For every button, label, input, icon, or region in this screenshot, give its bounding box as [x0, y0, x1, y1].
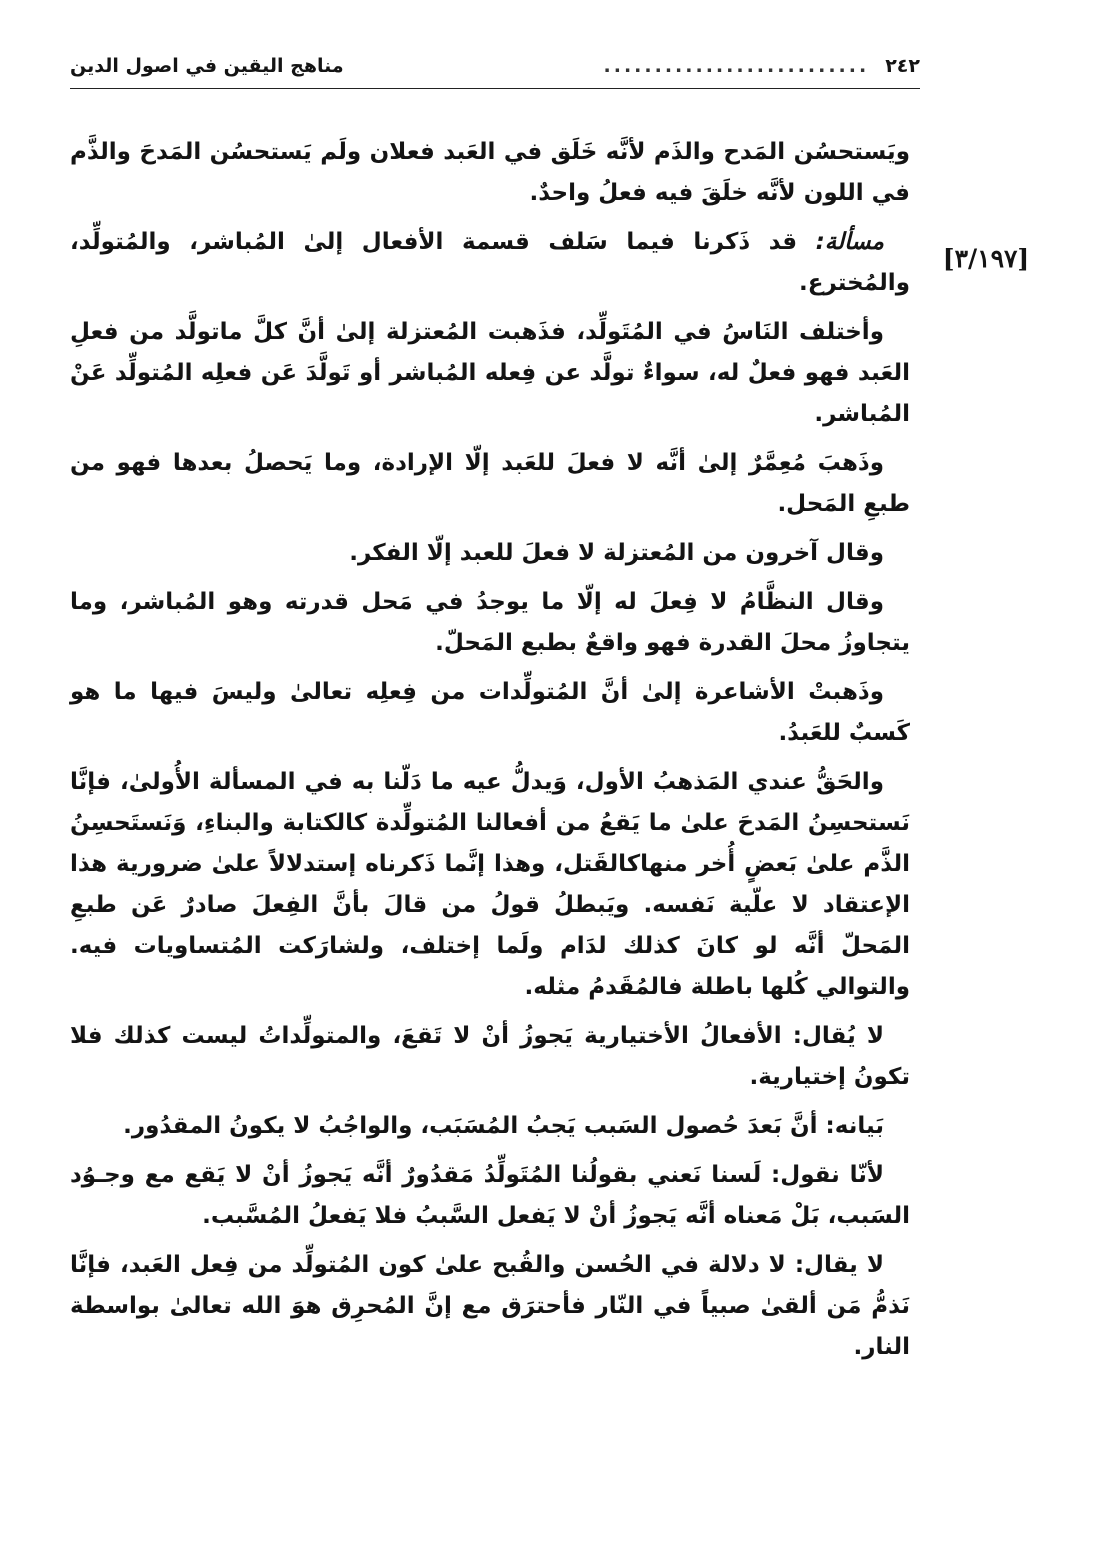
page-number: ٢٤٢ [885, 55, 920, 77]
paragraph: وذَهبتْ الأشاعرة إلىٰ أنَّ المُتولِّدات من فِعلِه تعالىٰ وليسَ فيها ما هو كَسبٌ للعَبدُ. [70, 679, 910, 746]
leader-dots: .......................... [603, 55, 870, 77]
paragraph: وقال آخرون من المُعتزلة لا فعلَ للعبد إلّا الفكر. [349, 540, 884, 566]
paragraph: والحَقُّ عندي المَذهبُ الأول، وَيدلُّ عيه ما دَلّنا به في المسألة الأُولىٰ، فإنَّا نَستحسِنُ المَدحَ علىٰ ما يَقعُ من أفعالنا المُتولِّدة كالكتابة والبناءِ، وَنَستَحسِنُ الذَّم علىٰ بَعضٍ أُخر منهاكالقَتل، وهذا إنَّما ذَكرناه إستدلالاً علىٰ ضرورية هذا الإعتقاد لا علّية نَفسه. ويَبطلُ قولُ من قالَ بأنَّ الفِعلَ صادرٌ عَن طبعِ المَحلّ أنَّه لو كانَ كذلك لدَام ولَما إختلف، ولشارَكت المُتساويات فيه. والتوالي كُلها باطلة فالمُقَدمُ مثله. [70, 769, 910, 1000]
paragraph: وقال النظَّامُ لا فِعلَ له إلّا ما يوجدُ في مَحل قدرته وهو المُباشر، وما يتجاوزُ محلَ القدرة فهو واقعٌ بطبع المَحلّ. [70, 589, 910, 656]
book-title: مناهج اليقين في اصول الدين [70, 55, 344, 77]
paragraph: وذَهبَ مُعِمَّرٌ إلىٰ أنَّه لا فعلَ للعَبد إلّا الإرادة، وما يَحصلُ بعدها فهو من طبعِ المَحل. [70, 450, 910, 517]
paragraph-text: قد ذَكرنا فيما سَلف قسمة الأفعال إلىٰ المُباشر، والمُتولِّد، والمُخترع. [70, 229, 910, 296]
paragraph [70, 222, 910, 304]
paragraph: بَيانه: أنَّ بَعدَ حُصول السَبب يَجبُ المُسَبَب، والواجُبُ لا يكونُ المقدُور. [123, 1113, 884, 1139]
issue-label: مسألة: [815, 229, 884, 255]
margin-reference: [٣/١٩٧] [942, 244, 1030, 273]
paragraph: لأنّا نقول: لَسنا نَعني بقولُنا المُتَولِّدُ مَقدُورٌ أنَّه يَجوزُ أنْ لا يَقع مع وجـوُد السَبب، بَلْ مَعناه أنَّه يَجوزُ أنْ لا يَفعل السَّببُ فلا يَفعلُ المُسَّبب. [70, 1162, 910, 1229]
header-rule [70, 88, 920, 89]
paragraph: لا يقال: لا دلالة في الحُسن والقُبح علىٰ كون المُتولِّد من فِعل العَبد، فإنَّا نَذمُّ مَن ألقىٰ صبياً في النّار فأحترَق مع إنَّ المُحرِق هوَ الله تعالىٰ بواسطة النار. [70, 1252, 910, 1360]
running-header [70, 46, 920, 86]
paragraph: وأختلف النَاسُ في المُتَولِّد، فذَهبت المُعتزلة إلىٰ أنَّ كلَّ ماتولَّد من فعلِ العَبد فهو فعلٌ له، سواءٌ تولَّد عن فِعله المُباشر أو تَولَّدَ عَن فعلِه المُتولِّد عَنْ المُباشر. [70, 319, 910, 427]
paragraph: ويَستحسُن المَدح والذَم لأنَّه خَلَق في العَبد فعلان ولَم يَستحسُن المَدحَ والذَّم في اللون لأنَّه خلَقَ فيه فعلُ واحدٌ. [70, 139, 910, 206]
paragraph: لا يُقال: الأفعالُ الأختيارية يَجوزُ أنْ لا تَقعَ، والمتولِّداتُ ليست كذلك فلا تكونُ إختيارية. [70, 1023, 910, 1090]
body-text [70, 132, 910, 1376]
